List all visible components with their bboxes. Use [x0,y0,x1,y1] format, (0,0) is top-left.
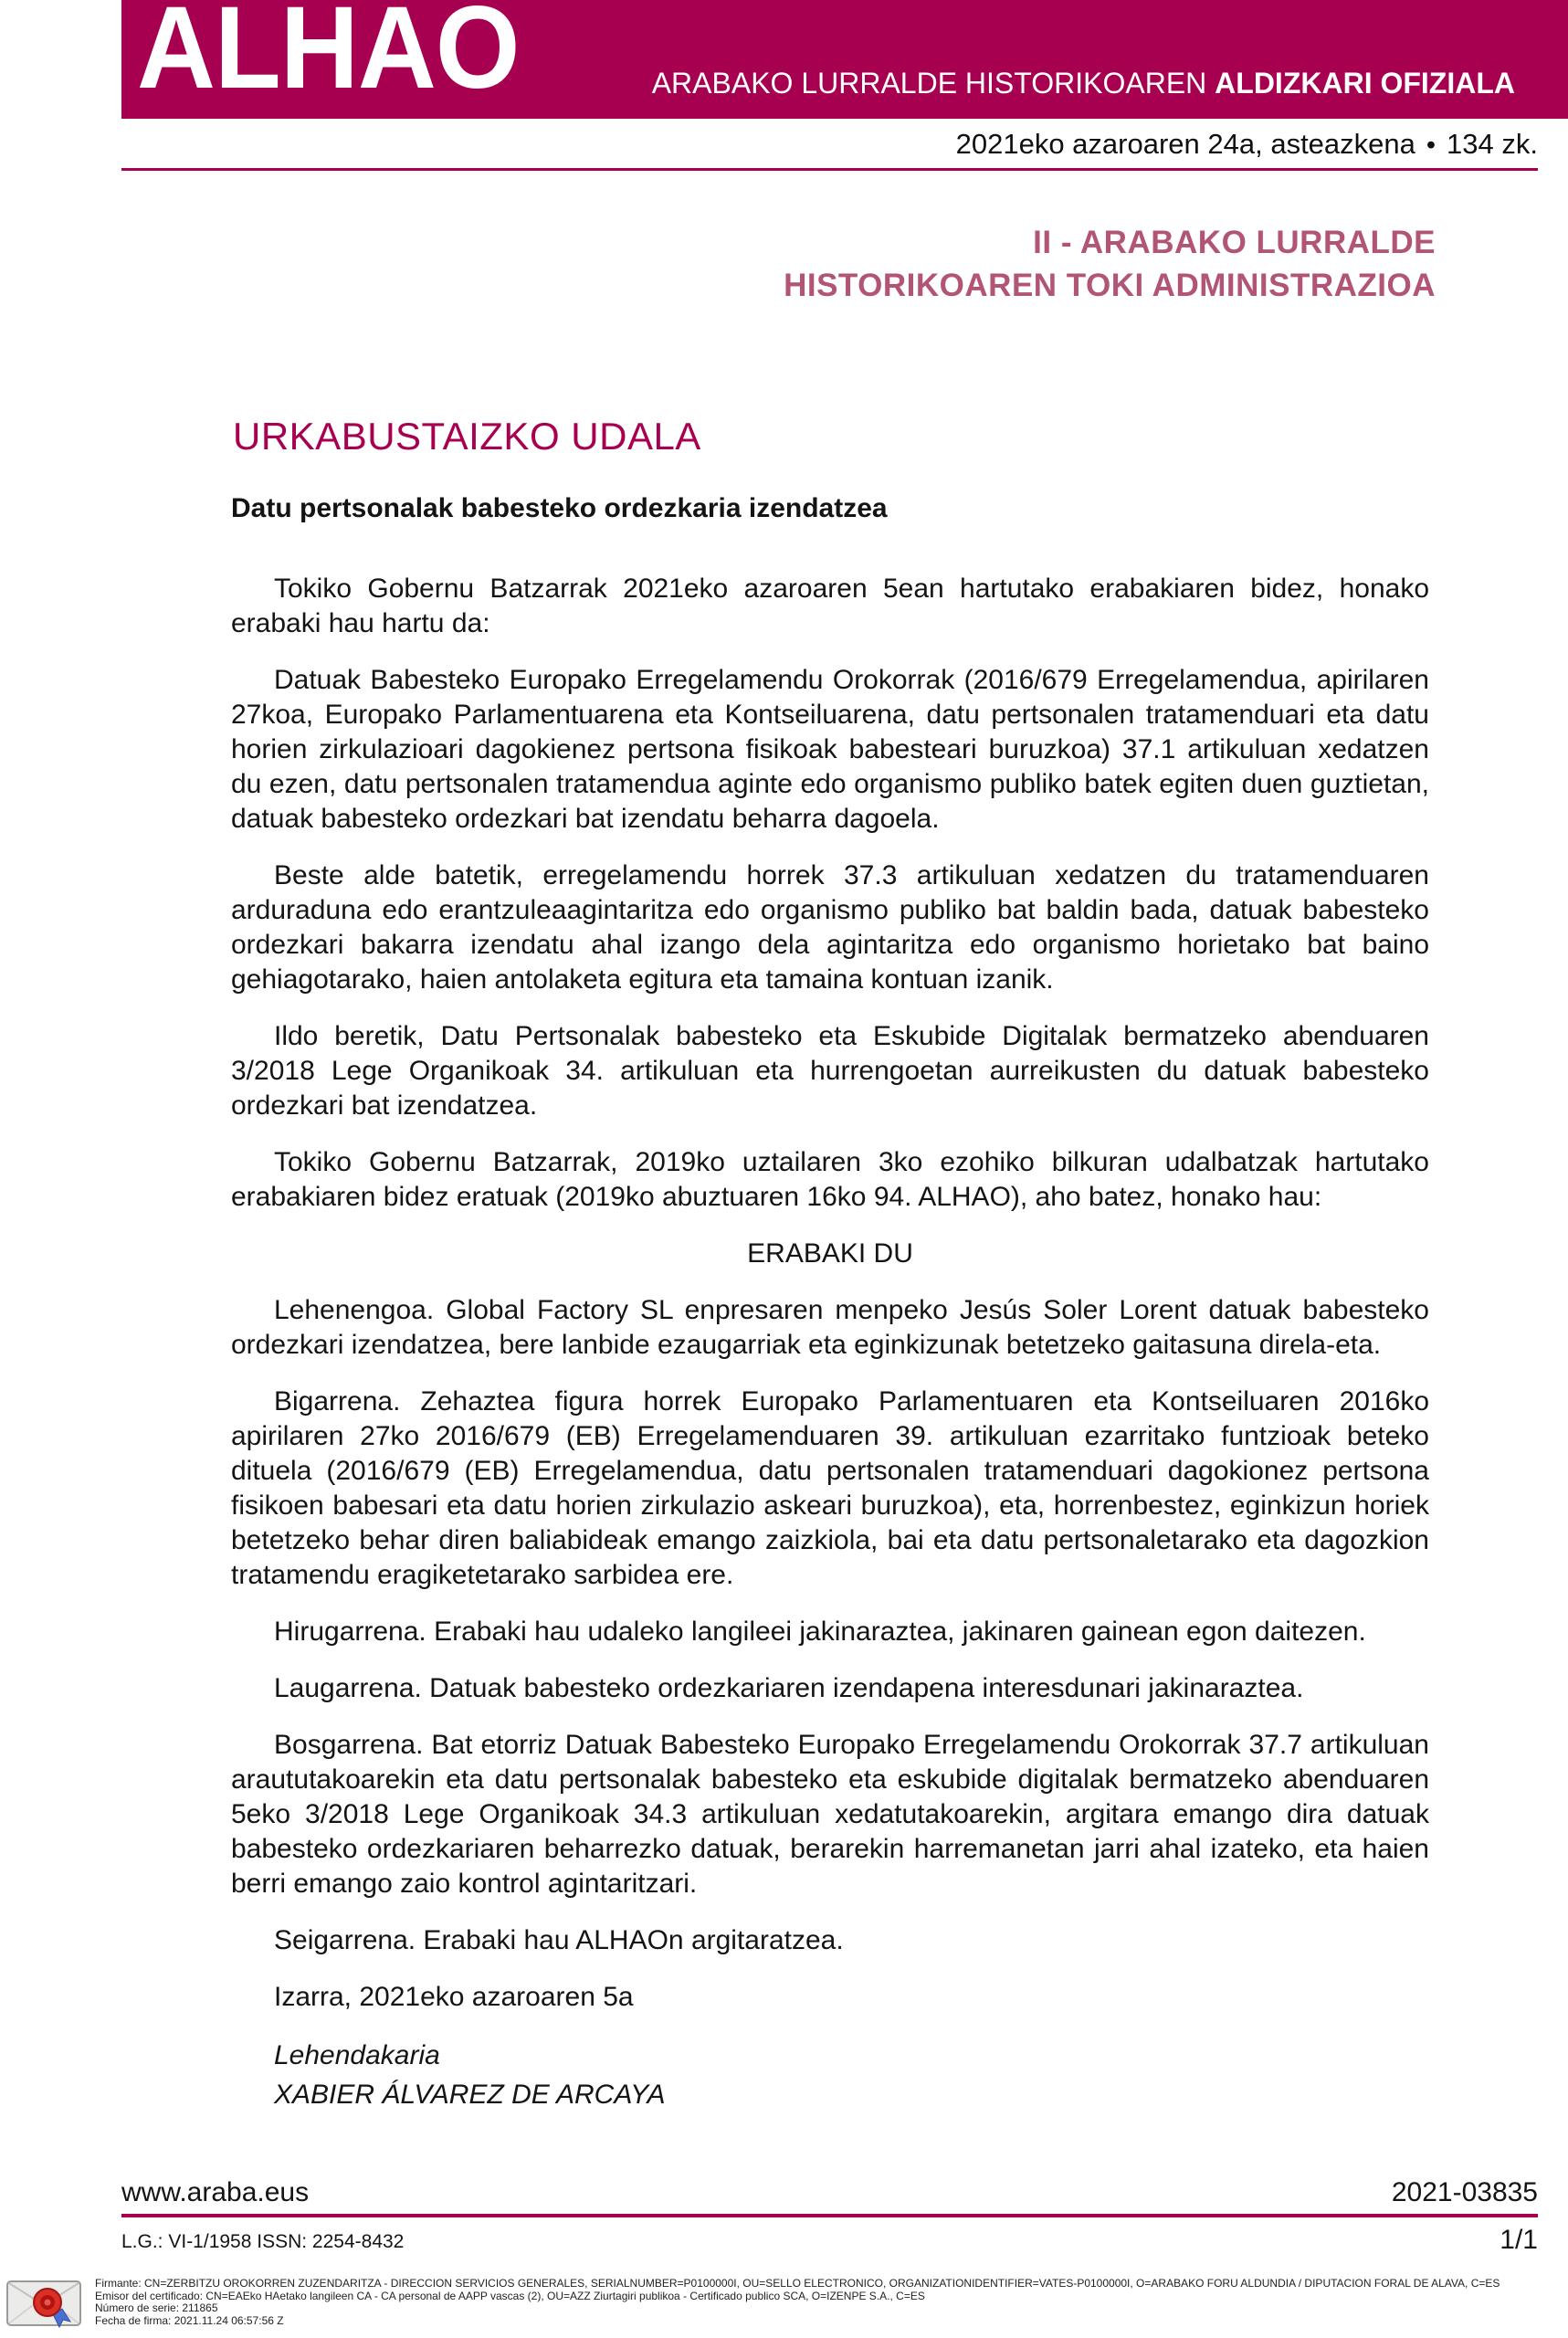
article-paragraph: Beste alde batetik, erregelamendu horrek 37.3 artikuluan xedatzen du tratamenduaren arduraduna edo erantzuleaagintaritza edo organismo publiko bat baldin bada, datuak babesteko ordezkari bakarra izendatu ahal izango dela agintaritza edo organismo horietako bat baino gehiagotarako, haien antolaketa egitura eta tamaina kontuan izanik. [231,860,1429,995]
article-paragraph: Tokiko Gobernu Batzarrak 2021eko azaroaren 5ean hartutako erabakiaren bidez, honako erabaki hau hartu da: [231,574,1429,638]
signatory-role: Lehendakaria [274,2040,440,2070]
signature-details [95,2274,1500,2327]
signatory-name: XABIER ÁLVAREZ DE ARCAYA [274,2080,666,2110]
footer-bottom-line [121,2225,1538,2256]
reference-number: 2021-03835 [1391,2177,1538,2207]
article-body [231,493,1429,2112]
article-paragraph: Tokiko Gobernu Batzarrak, 2019ko uztailaren 3ko ezohiko bilkuran udalbatzak hartutako erabakiaren bidez eratuak (2019ko abuztuaren 16ko 94. ALHAO), aho batez, honako hau: [231,1147,1429,1212]
header-rule [121,168,1538,171]
section-title-line1: II - ARABAKO LURRALDE [1033,225,1436,260]
issue-number: 134 zk. [1447,128,1538,160]
article-paragraph: Seigarrena. Erabaki hau ALHAOn argitaratzea. [274,1925,844,1955]
municipality-heading: URKABUSTAIZKO UDALA [233,415,701,458]
digital-signature-block [5,2274,1500,2331]
signature-detail-line: Emisor del certificado: CN=EAEko HAetako langileen CA - CA personal de AAPP vascas (2), OU=AZZ Ziurtagiri publikoa - Certificado publico SCA, O=IZENPE S.A., C=ES [95,2289,925,2302]
signature-detail-line: Número de serie: 211865 [95,2301,218,2314]
article-paragraph: Hirugarrena. Erabaki hau udaleko langileei jakinaraztea, jakinaren gainean egon daitezen. [274,1617,1366,1647]
article-paragraph: Ildo beretik, Datu Pertsonalak babesteko eta Eskubide Digitalak bermatzeko abenduaren 3/2018 Lege Organikoak 34. artikuluan eta hurrengoetan aurreikusten du datuak babesteko ordezkari bat izendatzea. [231,1021,1429,1121]
bullet-separator-icon: • [1426,131,1436,160]
article-paragraph: Bigarrena. Zehaztea figura horrek Europako Parlamentuaren eta Kontseiluaren 2016ko apirilaren 27ko 2016/679 (EB) Erregelamenduaren 39. artikuluan ezarritako funtzioak beteko dituela (2016/679 (EB) Erregelamendua, datu pertsonalen tratamenduari dagokionez pertsona fisikoen babesari eta datu horien zirkulazio askeari buruzkoa), eta, horrenbestez, eginkizun horiek betetzeko behar diren baliabideak emango zaizkiola, bai eta datu pertsonaletarako eta dagozkion tratamendu eragiketetarako sarbidea ere. [231,1386,1429,1590]
masthead-banner [121,0,1568,119]
issue-dateline [956,128,1538,161]
legal-deposit-issn: L.G.: VI-1/1958 ISSN: 2254-8432 [121,2231,405,2252]
website-link: www.araba.eus [121,2177,310,2207]
paragraph-list [231,572,1429,1958]
signature-detail-line: Fecha de firma: 2021.11.24 06:57:56 Z [95,2313,284,2327]
article-paragraph: Bosgarrena. Bat etorriz Datuak Babesteko Europako Erregelamendu Orokorrak 37.7 artikuluan araututakoarekin eta datu pertsonalak babesteko eta eskubide digitalak bermatzeko abenduaren 5eko 3/2018 Lege Organikoak 34.3 artikuluan xedatutakoarekin, argitara emango dira datuak babesteko ordezkariaren beharrezko datuak, berarekin harremanetan jarri ahal izateko, eta haien berri emango zaio kontrol agintaritzari. [231,1730,1429,1899]
signature-detail-line: Firmante: CN=ZERBITZU OROKORREN ZUZENDARITZA - DIRECCION SERVICIOS GENERALES, SERIALNUMBER=P0100000I, OU=SELLO ELECTRONICO, ORGANIZATIONIDENTIFIER=VATES-P0100000I, O=ARABAKO FORU ALDUNDIA / DIPUTACION FORAL DE ALAVA, C=ES [95,2277,1500,2290]
article-title: Datu pertsonalak babesteko ordezkaria izendatzea [231,493,888,523]
place-date-line: Izarra, 2021eko azaroaren 5a [274,1982,634,2012]
issue-date: 2021eko azaroaren 24a, asteazkena [955,128,1415,160]
masthead-title-bold: ALDIZKARI OFIZIALA [1215,67,1515,100]
article-paragraph: Lehenengoa. Global Factory SL enpresaren menpeko Jesús Soler Lorent datuak babesteko ordezkari izendatzea, bere lanbide ezaugarriak eta eginkizunak betetzeko gaitasuna direla-eta. [231,1295,1429,1360]
alhao-logo: ALHAO [137,0,520,113]
sealed-envelope-icon [5,2274,82,2331]
footer-top-line [121,2177,1538,2208]
article-paragraph: Datuak Babesteko Europako Erregelamendu Orokorrak (2016/679 Erregelamendua, apirilaren 27koa, Europako Parlamentuarena eta Kontseiluarena, datu pertsonalen tratamenduari eta datu horien zirkulazioari dagokienez pertsona fisikoak babesteari buruzkoa) 37.1 artikuluan xedatzen du ezen, datu pertsonalen tratamendua aginte edo organismo publiko batek egiten duen guztietan, datuak babesteko ordezkari bat izendatu beharra dagoela. [231,665,1429,834]
article-paragraph: Laugarrena. Datuak babesteko ordezkariaren izendapena interesdunari jakinaraztea. [274,1673,1304,1703]
footer-rule [121,2214,1538,2217]
decision-heading: ERABAKI DU [747,1238,913,1269]
section-title [784,221,1436,307]
masthead-title-regular: ARABAKO LURRALDE HISTORIKOAREN [651,67,1215,100]
section-title-line2: HISTORIKOAREN TOKI ADMINISTRAZIOA [784,268,1436,303]
masthead-title [652,67,1515,100]
page-number: 1/1 [1500,2225,1538,2255]
